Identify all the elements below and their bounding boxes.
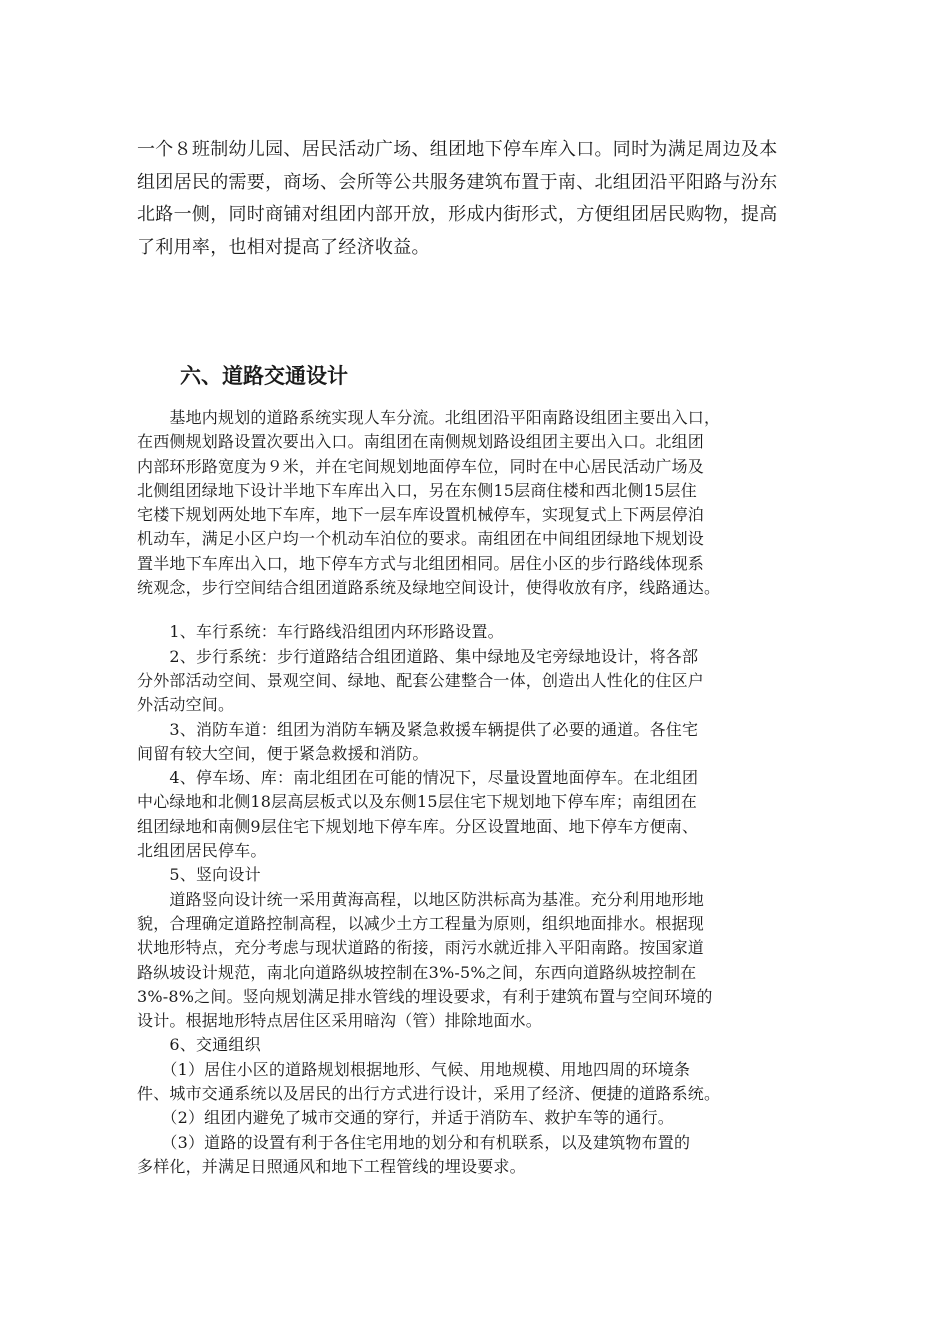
list-line: 组团绿地和南侧9层住宅下规划地下停车库。分区设置地面、地下停车方便南、 (137, 816, 699, 836)
list-line: 状地形特点，充分考虑与现状道路的衔接，雨污水就近排入平阳南路。按国家道 (137, 938, 705, 958)
list-line: 外活动空间。 (137, 695, 235, 715)
list-line: 北组团居民停车。 (137, 841, 267, 861)
list-line: （1）居住小区的道路规划根据地形、气候、用地规模、用地四周的环境条 (137, 1059, 691, 1079)
list-line: （3）道路的设置有利于各住宅用地的划分和有机联系，以及建筑物布置的 (137, 1132, 691, 1152)
text-line: 内部环形路宽度为９米，并在宅间规划地面停车位，同时在中心居民活动广场及 (137, 456, 705, 476)
list-line: 3、消防车道：组团为消防车辆及紧急救援车辆提供了必要的通道。各住宅 (137, 719, 699, 739)
paragraph-spacer (137, 600, 827, 620)
text-line: 组团居民的需要，商场、会所等公共服务建筑布置于南、北组团沿平阳路与汾东 (137, 171, 778, 193)
main-paragraph (137, 406, 827, 600)
list-line: 中心绿地和北侧18层高层板式以及东侧15层住宅下规划地下停车库；南组团在 (137, 792, 697, 812)
text-line: 宅楼下规划两处地下车库，地下一层车库设置机械停车，实现复式上下两层停泊 (137, 505, 705, 525)
intro-paragraph (137, 134, 827, 264)
text-line: 北路一侧，同时商铺对组团内部开放，形成内街形式，方便组团居民购物，提高 (137, 204, 778, 225)
list-line: 设计。根据地形特点居住区采用暗沟（管）排除地面水。 (137, 1011, 543, 1031)
list-line: 件、城市交通系统以及居民的出行方式进行设计，采用了经济、便捷的道路系统。 (137, 1084, 721, 1104)
text-line: 机动车，满足小区户均一个机动车泊位的要求。南组团在中间组团绿地下规划设 (137, 529, 705, 549)
list-line: 道路竖向设计统一采用黄海高程，以地区防洪标高为基准。充分利用地形地 (137, 889, 705, 909)
list-line: 1、车行系统：车行路线沿组团内环形路设置。 (137, 622, 504, 642)
list-line: 5、竖向设计 (137, 865, 261, 885)
list-line: 间留有较大空间，便于紧急救援和消防。 (137, 743, 429, 763)
text-line: 在西侧规划路设置次要出入口。南组团在南侧规划路设组团主要出入口。北组团 (137, 432, 705, 452)
list-line: 3%-8%之间。竖向规划满足排水管线的埋设要求，有利于建筑布置与空间环境的 (137, 986, 713, 1006)
text-line: 了利用率，也相对提高了经济收益。 (137, 236, 430, 258)
text-line: 基地内规划的道路系统实现人车分流。北组团沿平阳南路设组团主要出入口， (137, 408, 721, 427)
text-line: 北侧组团绿地下设计半地下车库出入口，另在东侧15层商住楼和西北侧15层住 (137, 480, 697, 500)
list-line: 多样化，并满足日照通风和地下工程管线的埋设要求。 (137, 1156, 526, 1176)
list-line: 分外部活动空间、景观空间、绿地、配套公建整合一体，创造出人性化的住区户 (137, 670, 705, 690)
text-line: 置半地下车库出入口，地下停车方式与北组团相同。居住小区的步行路线体现系 (137, 553, 705, 573)
list-line: 路纵坡设计规范，南北向道路纵坡控制在3%-5%之间，东西向道路纵坡控制在 (137, 962, 697, 982)
text-line: 一个８班制幼儿园、居民活动广场、组团地下停车库入口。同时为满足周边及本 (137, 139, 778, 160)
list-line: 4、停车场、库：南北组团在可能的情况下，尽量设置地面停车。在北组团 (137, 768, 699, 788)
text-line: 统观念，步行空间结合组团道路系统及绿地空间设计，使得收放有序，线路通达。 (137, 578, 721, 598)
list-line: 2、步行系统：步行道路结合组团道路、集中绿地及宅旁绿地设计，将各部 (137, 646, 699, 666)
list-line: 貌，合理确定道路控制高程，以减少土方工程量为原则，组织地面排水。根据现 (137, 913, 705, 933)
section-heading: 六、道路交通设计 (180, 364, 348, 388)
list-line: （2）组团内避免了城市交通的穿行，并适于消防车、救护车等的通行。 (137, 1108, 674, 1128)
list-line: 6、交通组织 (137, 1035, 261, 1055)
items-list (137, 620, 827, 1179)
section-body (137, 406, 827, 1179)
